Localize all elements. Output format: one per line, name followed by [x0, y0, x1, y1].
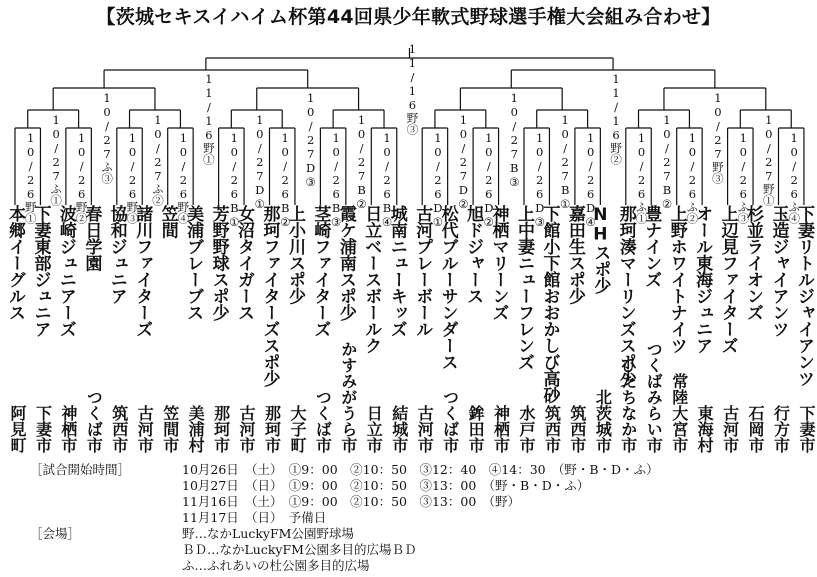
team-name: 神栖マリーンズ	[488, 205, 509, 321]
team-city: 那珂市	[262, 405, 282, 453]
team-entry	[2, 205, 28, 453]
team-name: 春日学園	[81, 205, 102, 271]
team-city: 東海村	[695, 405, 715, 453]
team-name: 美浦ブレーブス	[183, 205, 204, 321]
team-name: 古河プレーボール	[412, 205, 433, 337]
round1-label: 10/26D③	[532, 131, 547, 229]
round2-label: 10/27野①	[761, 113, 776, 206]
team-name: オール東海ジュニア	[692, 205, 713, 354]
team-entry	[104, 205, 130, 453]
quarter-label: 10/27野③	[710, 91, 725, 184]
quarter-label: 10/27ふ③	[100, 91, 115, 184]
round1-label: 10/26D①	[430, 131, 445, 229]
team-entry	[791, 205, 817, 453]
team-city: 常陸大宮市	[669, 373, 689, 453]
team-city: 古河市	[237, 405, 257, 453]
team-city: 石岡市	[746, 405, 766, 453]
team-city: 筑西市	[567, 405, 587, 453]
team-city: 行方市	[771, 405, 791, 453]
team-name: 杉並ライオンズ	[743, 205, 764, 321]
team-city: かすみがうら市	[338, 341, 358, 453]
round2-label: 10/27B②	[354, 113, 369, 211]
team-entry	[27, 205, 53, 453]
team-entry	[486, 205, 512, 453]
team-entry	[384, 205, 410, 453]
final-label: 11/16野③	[405, 42, 420, 135]
team-name: 上野ホワイトナイツ	[666, 205, 687, 354]
team-city: 笠間市	[160, 405, 180, 453]
team-entry	[231, 205, 257, 453]
team-name: 嘉田生スポ少	[564, 205, 585, 304]
team-entry	[257, 205, 283, 453]
team-name: 日立ベースボールク	[361, 205, 382, 354]
team-city: つくば市	[440, 389, 460, 453]
round1-label: 10/26野④	[176, 131, 191, 224]
round1-label: 10/26ふ③	[736, 131, 751, 224]
team-name: 下妻リトルジャイアンツ	[793, 205, 814, 387]
team-name: 波崎ジュニアーズ	[55, 205, 76, 337]
team-name: 下館小下館おおかしび高砂	[539, 205, 560, 403]
round1-label: 10/26D④	[583, 131, 598, 229]
team-name: 那珂ファイターズスポ少	[259, 205, 280, 387]
venue-line: 野…なかLuckyFM公園野球場	[182, 526, 354, 541]
quarter-label: 10/27B③	[507, 91, 522, 189]
round2-label: 10/27B①	[558, 113, 573, 211]
team-entry	[155, 205, 181, 453]
team-entry	[409, 205, 435, 453]
team-city: ひたちなか市	[618, 357, 638, 453]
team-city: 下妻市	[796, 405, 816, 453]
round1-label: 10/26B②	[278, 131, 293, 229]
team-city: 筑西市	[109, 405, 129, 453]
round1-label: 10/26ふ②	[685, 131, 700, 224]
round2-label: 10/27ふ①	[49, 113, 64, 206]
team-entry	[511, 205, 537, 453]
round1-label: 10/26B③	[329, 131, 344, 229]
team-city: 水戸市	[517, 405, 536, 453]
team-name: 上辺見ファイターズ	[717, 205, 738, 354]
team-city: 古河市	[720, 405, 740, 453]
team-name: 協和ジュニア	[106, 205, 127, 304]
team-name: 笠間	[157, 205, 178, 238]
round1-label: 10/26ふ①	[634, 131, 649, 224]
team-entry	[307, 205, 333, 453]
team-name: 玉造ジャイアンツ	[768, 205, 789, 337]
team-name: 茎崎ファイターズ	[310, 205, 331, 337]
quarter-label: 10/27D③	[303, 91, 318, 189]
team-entry	[206, 205, 232, 453]
team-name: 女沼タイガース	[234, 205, 255, 321]
team-city: 大子町	[287, 405, 307, 453]
round1-label: 10/26B④	[380, 131, 395, 229]
team-entry	[638, 205, 664, 453]
team-name: 霞ケ浦南スポ少	[335, 205, 356, 321]
team-name: 諸川ファイターズ	[132, 205, 153, 337]
round1-label: 10/26野①	[23, 131, 38, 224]
round2-label: 10/27D②	[456, 113, 471, 211]
team-city: 日立市	[364, 405, 384, 453]
team-name: 上小川スポ少	[284, 205, 305, 304]
team-entry	[689, 205, 715, 453]
team-city: 筑西市	[542, 405, 562, 453]
schedule-line: 11月16日 （土） ①9：00 ②10：50 ③13：00 （野）	[182, 494, 521, 509]
team-name: 芳野野球スポ少	[208, 205, 229, 321]
team-city: 阿見町	[8, 405, 27, 453]
round1-label: 10/26D②	[481, 131, 496, 229]
team-entry	[435, 205, 461, 453]
team-entry	[180, 205, 206, 453]
team-city: 鉾田市	[466, 405, 486, 453]
team-entry	[562, 205, 588, 453]
team-name: 城南ニューキッズ	[386, 205, 407, 337]
schedule-line: 11月17日 （日） 予備日	[182, 510, 327, 525]
team-entry	[536, 205, 562, 453]
team-city: つくば市	[313, 389, 333, 453]
round2-label: 10/27D①	[252, 113, 267, 211]
team-entry	[460, 205, 486, 453]
team-name: 那珂湊マーリンズスポ少	[615, 205, 636, 387]
team-city: 北茨城市	[593, 389, 613, 453]
team-name: 本郷イーグルス	[5, 205, 25, 321]
round1-label: 10/26野③	[125, 131, 140, 224]
schedule-header: ［試合開始時間］	[30, 462, 131, 477]
page-title: 【茨城セキスイハイム杯第44回県少年軟式野球選手権大会組み合わせ】	[96, 6, 721, 28]
team-name: 上中妻ニューフレンズ	[514, 205, 534, 370]
team-city: 古河市	[415, 405, 435, 453]
team-city: 神栖市	[491, 405, 511, 453]
team-city: 美浦村	[186, 405, 206, 453]
schedule-line: 10月27日 （日） ①9：00 ②10：50 ③13：00 （野・B・D・ふ）	[182, 478, 590, 493]
team-name: 旭ドジャース	[463, 205, 484, 304]
team-city: 神栖市	[58, 405, 78, 453]
round1-label: 10/26ふ④	[787, 131, 802, 224]
team-entry	[715, 205, 741, 453]
team-entry	[587, 205, 613, 453]
round2-label: 10/27B②	[659, 113, 674, 211]
team-city: 那珂市	[211, 405, 231, 453]
team-entry	[129, 205, 155, 453]
schedule-line: 10月26日 （土） ①9：00 ②10：50 ③12：40 ④14：30 （野・B・D・ふ）	[182, 462, 659, 477]
team-entry	[766, 205, 792, 453]
team-name: 松代ブルーサンダース	[437, 205, 458, 370]
venue-line: ふ…ふれあいの杜公園多目的広場	[182, 558, 370, 573]
team-entry	[613, 205, 639, 453]
team-city: 結城市	[389, 405, 409, 453]
team-entry	[282, 205, 308, 453]
team-city: つくばみらい市	[644, 341, 664, 453]
team-name: NHスポ少	[590, 205, 611, 294]
semi-label: 11/16野①	[201, 72, 216, 165]
venue-line: ＢＤ…なかLuckyFM公園多目的広場ＢＤ	[182, 542, 417, 557]
round1-label: 10/26B①	[227, 131, 242, 229]
team-city: 古河市	[135, 405, 155, 453]
schedule-info	[30, 462, 790, 574]
round1-label: 10/26野②	[74, 131, 89, 224]
team-entry	[664, 205, 690, 453]
team-city: 下妻市	[33, 405, 53, 453]
team-entry	[53, 205, 79, 453]
team-entry	[358, 205, 384, 453]
round2-label: 10/27ふ②	[150, 113, 165, 206]
team-city: つくば市	[84, 389, 104, 453]
team-entry	[78, 205, 104, 453]
venue-header: ［会場］	[30, 526, 81, 541]
team-entry	[740, 205, 766, 453]
semi-label: 11/16野②	[609, 72, 624, 165]
team-name: 豊ナインズ	[641, 205, 662, 288]
team-name: 下妻東部ジュニア	[30, 205, 51, 337]
team-entry	[333, 205, 359, 453]
